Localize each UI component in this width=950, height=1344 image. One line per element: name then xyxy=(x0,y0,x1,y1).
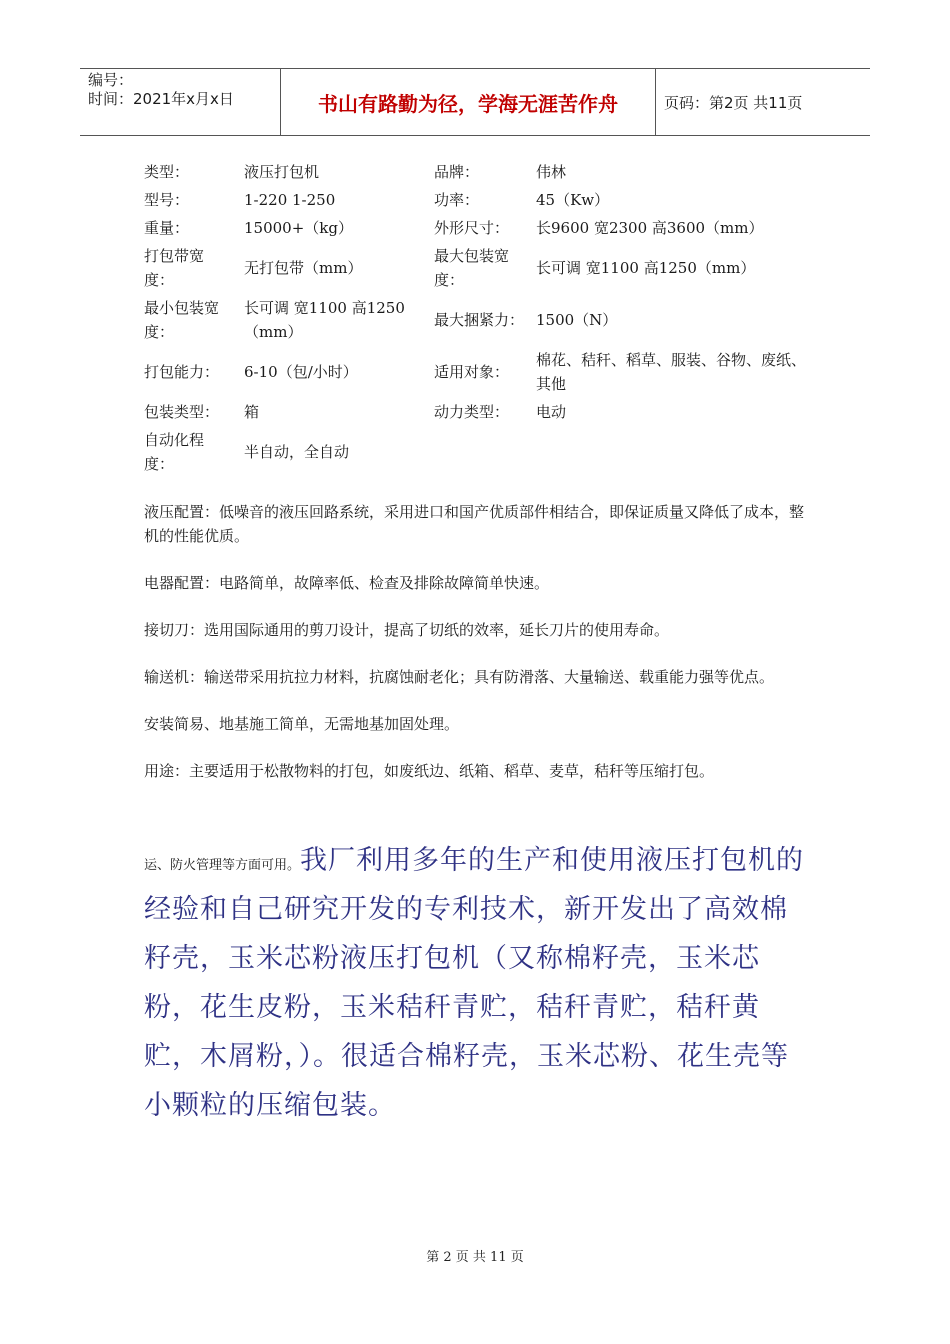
spec-value: 半自动，全自动 xyxy=(244,443,350,461)
time-label: 时间：2021年x月x日 xyxy=(88,90,234,108)
spec-row xyxy=(138,346,818,398)
spec-key: 打包带宽度： xyxy=(144,247,205,289)
spec-key: 打包能力： xyxy=(144,363,220,381)
paragraph-hydraulic: 液压配置：低噪音的液压回路系统，采用进口和国产优质部件相结合，即保证质量又降低了成本，整机的性能优质。 xyxy=(144,503,805,545)
number-label: 编号： xyxy=(88,71,134,89)
spec-value: 1500（N） xyxy=(536,311,618,329)
spec-key xyxy=(428,426,530,478)
paragraph-installation: 安装简易、地基施工简单，无需地基加固处理。 xyxy=(144,715,460,733)
spec-value: 45（Kw） xyxy=(536,191,610,209)
spec-row xyxy=(138,214,818,242)
intro-prefix: 运、防火管理等方面可用。 xyxy=(144,858,301,873)
spec-value: 电动 xyxy=(536,403,567,421)
paragraph-cutter: 接切刀：选用国际通用的剪刀设计，提高了切纸的效率，延长刀片的使用寿命。 xyxy=(144,621,670,639)
spec-value: 长可调 宽1100 高1250（mm） xyxy=(244,299,405,341)
intro-text xyxy=(144,836,814,1130)
spec-value: 棉花、秸秆、稻草、服装、谷物、废纸、其他 xyxy=(536,351,807,393)
page-footer: 第 2 页 共 11 页 xyxy=(426,1250,524,1265)
spec-key: 包装类型： xyxy=(144,403,220,421)
header-motto: 书山有路勤为径，学海无涯苦作舟 xyxy=(281,69,656,135)
spec-value: 无打包带（mm） xyxy=(244,259,363,277)
spec-key: 型号： xyxy=(144,191,190,209)
spec-value: 15000+（kg） xyxy=(244,219,353,237)
spec-row xyxy=(138,242,818,294)
spec-row xyxy=(138,158,818,186)
page-header xyxy=(80,68,870,136)
intro-main: 我厂利用多年的生产和使用液压打包机的经验和自己研究开发的专利技术，新开发出了高效棉籽壳，玉米芯粉液压打包机（又称棉籽壳，玉米芯粉，花生皮粉，玉米秸秆青贮，秸秆青贮，秸秆黄贮，木屑粉，）。很适合棉籽壳，玉米芯粉、花生壳等小颗粒的压缩包装。 xyxy=(144,845,805,1121)
description-paragraphs xyxy=(144,500,814,806)
spec-value: 液压打包机 xyxy=(244,163,320,181)
paragraph-electrical: 电器配置：电路简单，故障率低、检查及排除故障简单快速。 xyxy=(144,574,550,592)
spec-value: 箱 xyxy=(244,403,260,421)
paragraph-usage: 用途：主要适用于松散物料的打包，如废纸边、纸箱、稻草、麦草，秸秆等压缩打包。 xyxy=(144,762,715,780)
spec-value: 6-10（包/小时） xyxy=(244,363,358,381)
spec-value: 1-220 1-250 xyxy=(244,191,336,209)
paragraph-conveyor: 输送机：输送带采用抗拉力材料，抗腐蚀耐老化；具有防滑落、大量输送、载重能力强等优点。 xyxy=(144,668,775,686)
spec-value: 伟林 xyxy=(536,163,567,181)
spec-key: 最小包装宽度： xyxy=(144,299,220,341)
spec-key: 最大捆紧力： xyxy=(434,311,525,329)
spec-key: 品牌： xyxy=(434,163,480,181)
spec-value xyxy=(530,426,818,478)
spec-key: 类型： xyxy=(144,163,190,181)
spec-row xyxy=(138,186,818,214)
spec-value: 长可调 宽1100 高1250（mm） xyxy=(536,259,756,277)
spec-row xyxy=(138,426,818,478)
header-page-label: 页码：第2页 共11页 xyxy=(664,93,803,112)
spec-key: 最大包装宽度： xyxy=(434,247,510,289)
spec-key: 动力类型： xyxy=(434,403,510,421)
spec-row xyxy=(138,398,818,426)
spec-key: 重量： xyxy=(144,219,190,237)
header-info xyxy=(80,69,281,135)
spec-key: 适用对象： xyxy=(434,363,510,381)
spec-key: 自动化程度： xyxy=(144,431,205,473)
spec-key: 功率： xyxy=(434,191,480,209)
spec-value: 长9600 宽2300 高3600（mm） xyxy=(536,219,764,237)
spec-key: 外形尺寸： xyxy=(434,219,510,237)
spec-row xyxy=(138,294,818,346)
spec-table xyxy=(138,158,818,478)
